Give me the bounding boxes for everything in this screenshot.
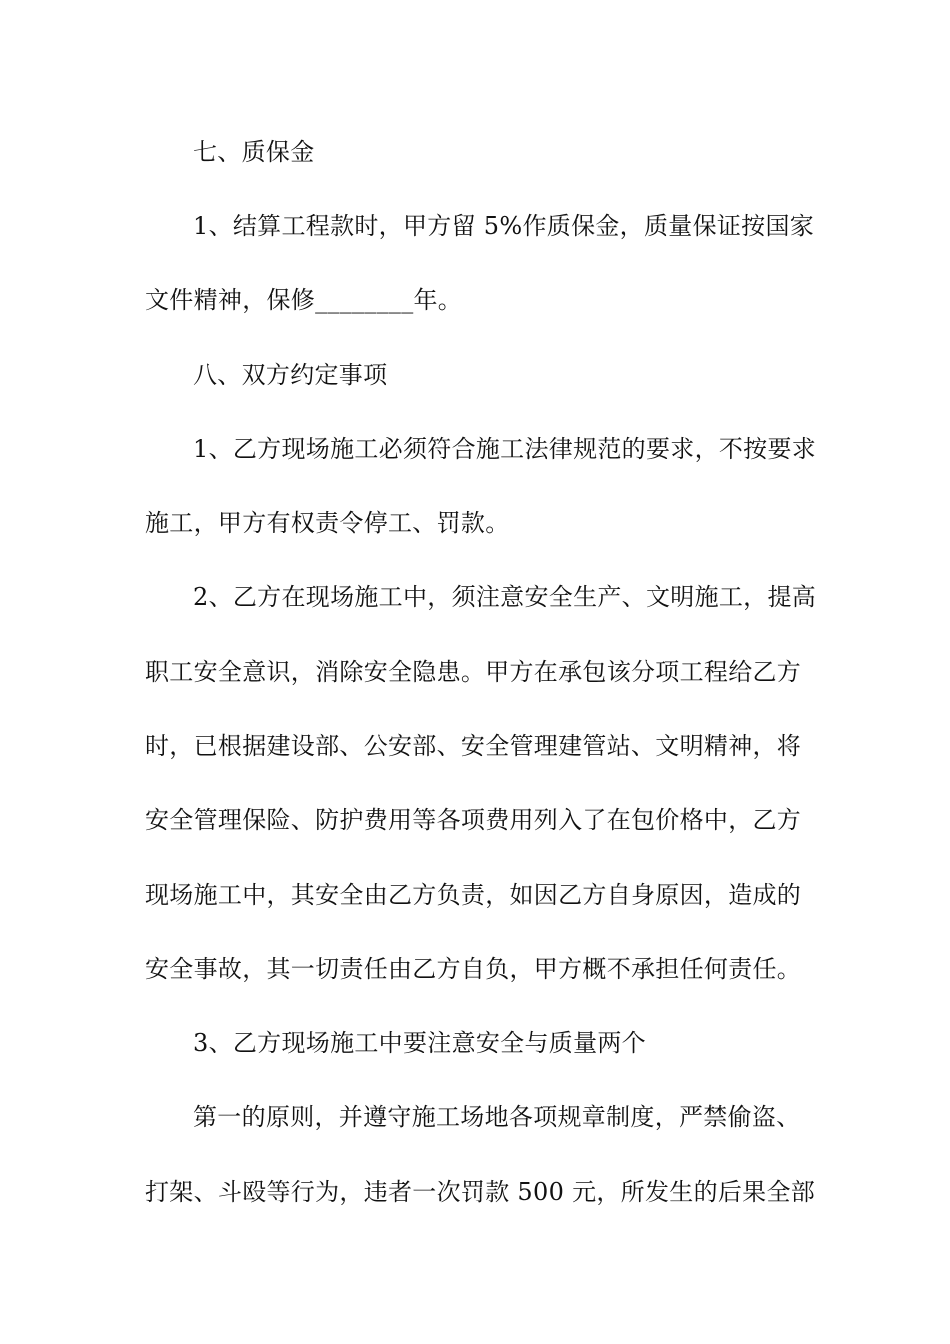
paragraph-line: 现场施工中，其安全由乙方负责，如因乙方自身原因，造成的 [145, 881, 802, 909]
paragraph-line: 第一的原则，并遵守施工场地各项规章制度，严禁偷盗、 [193, 1103, 801, 1131]
paragraph-line: 安全管理保险、防护费用等各项费用列入了在包价格中，乙方 [145, 806, 802, 834]
paragraph-line: 施工，甲方有权责令停工、罚款。 [145, 509, 510, 537]
paragraph-line: 时，已根据建设部、公安部、安全管理建管站、文明精神，将 [145, 732, 802, 760]
paragraph-line: 打架、斗殴等行为，违者一次罚款 500 元，所发生的后果全部 [145, 1178, 816, 1206]
paragraph-line: 1、结算工程款时，甲方留 5%作质保金，质量保证按国家 [193, 212, 815, 240]
paragraph-line: 3、乙方现场施工中要注意安全与质量两个 [193, 1029, 646, 1057]
paragraph-line: 安全事故，其一切责任由乙方自负，甲方概不承担任何责任。 [145, 955, 802, 983]
paragraph-line: 1、乙方现场施工必须符合施工法律规范的要求，不按要求 [193, 435, 817, 463]
paragraph-line: 职工安全意识，消除安全隐患。甲方在承包该分项工程给乙方 [145, 658, 802, 686]
paragraph-line: 文件精神，保修________年。 [145, 286, 463, 314]
section-heading-warranty: 七、质保金 [193, 138, 315, 166]
section-heading-agreements: 八、双方约定事项 [193, 361, 388, 389]
paragraph-line: 2、乙方在现场施工中，须注意安全生产、文明施工，提高 [193, 583, 817, 611]
